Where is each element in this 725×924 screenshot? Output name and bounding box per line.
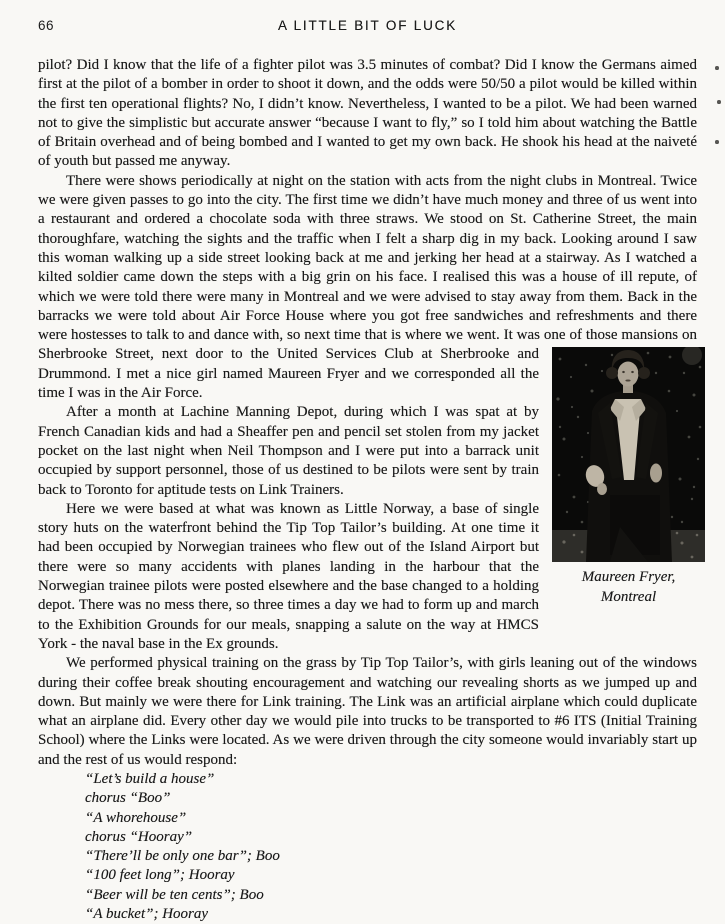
verse-line: chorus “Hooray” <box>85 828 193 845</box>
photo-figure <box>552 347 705 607</box>
running-header-title: A LITTLE BIT OF LUCK <box>277 18 458 33</box>
page-number: 66 <box>38 18 55 33</box>
verse-line: “There’ll be only one bar”; Boo <box>85 848 280 865</box>
verse-line: “Let’s build a house” <box>85 770 215 787</box>
paragraph-link-training: We performed physical training on the grass by Tip Top Tailor’s, with girls leaning out of the windows during their coffee break shouting encouragement and watching our revealing shorts as we jumped up and down. But mainly we were there for Link training. The Link was an artificial airplane which could duplicate what an airplane did. Every other day we would pile into trucks to be transported to #6 ITS (Initial Training School) where the Links were located. As we were driven through the city someone would invariably start up and the rest of us would respond: <box>38 655 697 768</box>
scan-speck <box>717 100 721 104</box>
paragraph-lachine-depot: After a month at Lachine Manning Depot, during which I was spat at by French Canadian kids and had a Sheaffer pen and pencil set stolen from my jacket pocket on the last night when Neil Thompson and I were put into a barrack unit occupied by support personnel, those of us destined to be pilots were sent by train back to Toronto for aptitude tests on Link Trainers. <box>38 404 539 498</box>
maureen-fryer-photo <box>552 347 705 562</box>
photo-illustration <box>552 347 705 562</box>
paragraph-pilot-continuation: pilot? Did I know that the life of a fighter pilot was 3.5 minutes of combat? Did I know the Germans aimed first at the pilot of a bomber in order to shoot it down, and the odds were 50/50 a pilot would be killed within the first ten operational flights? No, I didn’t know. Nevertheless, I wanted to be a pilot. We had been warned not to give the simplistic but accurate answer “because I want to fly,” so I told him about watching the Battle of Britain overhead and of being bombed and I wanted to get my own back. He shook his head at the naiveté of youth but passed me anyway. <box>38 57 697 170</box>
chant-verse <box>85 770 697 924</box>
verse-line: chorus “Boo” <box>85 790 171 807</box>
verse-line: “A bucket”; Hooray <box>85 906 209 923</box>
photo-caption-name: Maureen Fryer, <box>581 569 676 586</box>
photo-caption-city: Montreal <box>600 588 657 605</box>
paragraph-text-before-photo: There were shows periodically at night on the station with acts from the night clubs in Montreal. Twice we were given passes to go into the city. The first time we didn’t have much money and three of us went into a restaurant and ordered a chocolate soda with three straws. We stood on St. Catherine Street, the main thoroughfare, watching the sights and the traffic when I felt a sharp dig in my back. Looking around I saw this woman walking up a side street looking back at me and jerking her head at a stairway. As I watched a kilted soldier came down the steps with a big grin on his face. I realised this was a house of ill repute, of which we were told there were many in Montreal and we were advised to stay away from them. Back in the barracks we were told about Air Force House where you got free sandwiches and refreshments and there were hostesses to talk to and dance with, so next time that is where we went. It was one of those mansions on Sherbrooke Street, next door to the United Services Club at Sherbrooke <box>38 172 697 363</box>
page-body-text <box>38 56 697 924</box>
photo-caption <box>552 568 705 607</box>
page-header <box>38 15 697 37</box>
paragraph-little-norway: Here we were based at what was known as Little Norway, a base of single story huts on the waterfront behind the Tip Top Tailor’s building. At one time it had been occupied by Norwegian trainees who flew out of the Island Airport but there were so many accidents with planes landing in the harbour that the Norwegian trainee pilots were posted elsewhere and the base changed to a holding depot. There was no mess there, so three times a day we had to form up and march to the Exhibition Grounds for our meals, snapping a salute on the way at HMCS York - the naval base in the Ex grounds. <box>38 500 539 652</box>
scan-speck <box>715 66 719 70</box>
scan-speck <box>715 140 719 144</box>
paragraph-text-after-photo: and Drummond. I met a nice girl named Maureen Fryer and we corresponded all the time I was in the Air Force. <box>38 346 539 402</box>
verse-line: “A whorehouse” <box>85 809 187 826</box>
verse-line: “Beer will be ten cents”; Boo <box>85 886 264 903</box>
verse-line: “100 feet long”; Hooray <box>85 867 235 884</box>
